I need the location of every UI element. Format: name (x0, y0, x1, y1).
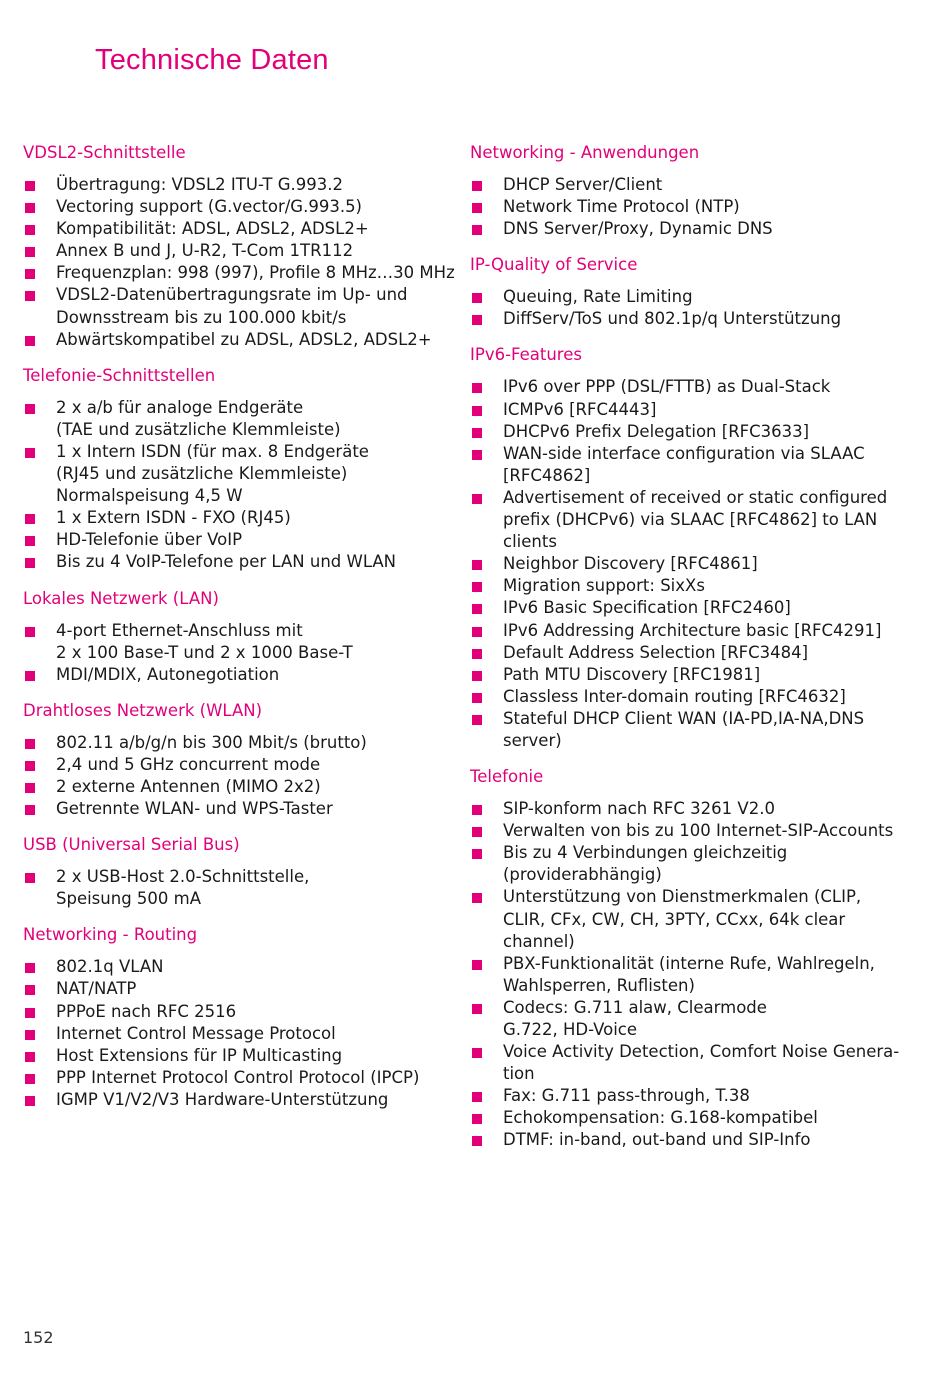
section-heading: Networking - Anwendungen (470, 143, 700, 162)
item-list (23, 956, 463, 1111)
square-bullet-icon (472, 1136, 482, 1146)
list-item: 1 x Intern ISDN (für max. 8 Endgeräte (RJ45 und zusätzliche Klemmleiste) Normalspeisung 4,5 W (23, 441, 463, 507)
list-item: 2 x USB-Host 2.0-Schnittstelle, Speisung 500 mA (23, 866, 463, 910)
list-item: Queuing, Rate Limiting (470, 286, 930, 308)
section-telefonie-schnittstellen (23, 364, 463, 574)
list-item: Vectoring support (G.vector/G.993.5) (23, 196, 463, 218)
item-list (23, 397, 463, 574)
list-item: Advertisement of received or static configured prefix (DHCPv6) via SLAAC [RFC4862] to LAN clients (470, 487, 930, 553)
square-bullet-icon (472, 203, 482, 213)
square-bullet-icon (25, 404, 35, 414)
square-bullet-icon (472, 428, 482, 438)
list-item: DHCP Server/Client (470, 174, 930, 196)
list-item: HD-Telefonie über VoIP (23, 529, 463, 551)
list-item: IPv6 over PPP (DSL/FTTB) as Dual-Stack (470, 376, 930, 398)
list-item: DiffServ/ToS und 802.1p/q Unterstützung (470, 308, 930, 330)
item-list (23, 620, 463, 686)
square-bullet-icon (472, 960, 482, 970)
list-item: Getrennte WLAN- und WPS-Taster (23, 798, 463, 820)
square-bullet-icon (25, 739, 35, 749)
square-bullet-icon (472, 494, 482, 504)
list-item: Voice Activity Detection, Comfort Noise Genera- tion (470, 1041, 930, 1085)
square-bullet-icon (472, 671, 482, 681)
section-heading: IP-Quality of Service (470, 255, 638, 275)
square-bullet-icon (25, 783, 35, 793)
square-bullet-icon (472, 315, 482, 325)
section-heading: VDSL2-Schnittstelle (23, 143, 186, 162)
square-bullet-icon (472, 582, 482, 592)
list-item: NAT/NATP (23, 978, 463, 1000)
section-telefonie (470, 765, 930, 1152)
square-bullet-icon (25, 985, 35, 995)
item-list (470, 376, 930, 752)
square-bullet-icon (472, 1114, 482, 1124)
square-bullet-icon (472, 560, 482, 570)
square-bullet-icon (25, 873, 35, 883)
square-bullet-icon (472, 649, 482, 659)
square-bullet-icon (25, 761, 35, 771)
list-item: 2 externe Antennen (MIMO 2x2) (23, 776, 463, 798)
page-title: Technische Daten (95, 44, 329, 76)
section-heading: Drahtloses Netzwerk (WLAN) (23, 700, 263, 720)
square-bullet-icon (25, 225, 35, 235)
section-heading: Telefonie-Schnittstellen (23, 365, 216, 385)
page-number: 152 (23, 1328, 54, 1347)
item-list (23, 174, 463, 351)
list-item: Stateful DHCP Client WAN (IA-PD,IA-NA,DNS server) (470, 708, 930, 752)
list-item: Default Address Selection [RFC3484] (470, 642, 930, 664)
section-networking-routing (23, 923, 463, 1111)
square-bullet-icon (472, 693, 482, 703)
item-list (470, 286, 930, 330)
list-item: Frequenzplan: 998 (997), Profile 8 MHz…30 MHz (23, 262, 463, 284)
list-item: Network Time Protocol (NTP) (470, 196, 930, 218)
list-item: PPP Internet Protocol Control Protocol (IPCP) (23, 1067, 463, 1089)
section-heading: Lokales Netzwerk (LAN) (23, 588, 219, 608)
list-item: IPv6 Addressing Architecture basic [RFC4291] (470, 620, 930, 642)
section-heading: IPv6-Features (470, 345, 582, 365)
list-item: VDSL2-Datenübertragungsrate im Up- und Downsstream bis zu 100.000 kbit/s (23, 284, 463, 328)
section-heading: Telefonie (470, 767, 544, 787)
list-item: Abwärtskompatibel zu ADSL, ADSL2, ADSL2+ (23, 329, 463, 351)
section-ipv6-features (470, 343, 930, 752)
section-wlan (23, 699, 463, 820)
square-bullet-icon (25, 1074, 35, 1084)
item-list (23, 732, 463, 820)
list-item: MDI/MDIX, Autonegotiation (23, 664, 463, 686)
square-bullet-icon (25, 671, 35, 681)
square-bullet-icon (472, 604, 482, 614)
square-bullet-icon (25, 1030, 35, 1040)
list-item: IPv6 Basic Specification [RFC2460] (470, 597, 930, 619)
list-item: DNS Server/Proxy, Dynamic DNS (470, 218, 930, 240)
square-bullet-icon (25, 269, 35, 279)
list-item: Path MTU Discovery [RFC1981] (470, 664, 930, 686)
square-bullet-icon (25, 1096, 35, 1106)
list-item: Bis zu 4 VoIP-Telefone per LAN und WLAN (23, 551, 463, 573)
list-item: WAN-side interface configuration via SLAAC [RFC4862] (470, 443, 930, 487)
list-item: SIP-konform nach RFC 3261 V2.0 (470, 798, 930, 820)
list-item: 1 x Extern ISDN - FXO (RJ45) (23, 507, 463, 529)
list-item: Codecs: G.711 alaw, Clearmode G.722, HD-Voice (470, 997, 930, 1041)
square-bullet-icon (472, 827, 482, 837)
list-item: 2,4 und 5 GHz concurrent mode (23, 754, 463, 776)
section-ip-qos (470, 253, 930, 330)
list-item: Migration support: SixXs (470, 575, 930, 597)
square-bullet-icon (25, 448, 35, 458)
list-item: Verwalten von bis zu 100 Internet-SIP-Accounts (470, 820, 930, 842)
list-item: 802.1q VLAN (23, 956, 463, 978)
section-usb (23, 833, 463, 910)
left-column (23, 141, 463, 1124)
item-list (470, 174, 930, 240)
square-bullet-icon (25, 1008, 35, 1018)
square-bullet-icon (25, 203, 35, 213)
square-bullet-icon (25, 558, 35, 568)
square-bullet-icon (472, 849, 482, 859)
list-item: IGMP V1/V2/V3 Hardware-Unterstützung (23, 1089, 463, 1111)
list-item: 4-port Ethernet-Anschluss mit 2 x 100 Base-T und 2 x 1000 Base-T (23, 620, 463, 664)
list-item: 2 x a/b für analoge Endgeräte (TAE und zusätzliche Klemmleiste) (23, 397, 463, 441)
square-bullet-icon (472, 225, 482, 235)
square-bullet-icon (472, 627, 482, 637)
section-networking-anwendungen (470, 141, 930, 240)
section-lan (23, 587, 463, 686)
square-bullet-icon (25, 805, 35, 815)
square-bullet-icon (472, 383, 482, 393)
section-vdsl2 (23, 141, 463, 351)
square-bullet-icon (25, 1052, 35, 1062)
list-item: Kompatibilität: ADSL, ADSL2, ADSL2+ (23, 218, 463, 240)
square-bullet-icon (25, 627, 35, 637)
square-bullet-icon (472, 715, 482, 725)
square-bullet-icon (25, 963, 35, 973)
list-item: Internet Control Message Protocol (23, 1023, 463, 1045)
list-item: 802.11 a/b/g/n bis 300 Mbit/s (brutto) (23, 732, 463, 754)
square-bullet-icon (472, 181, 482, 191)
list-item: Neighbor Discovery [RFC4861] (470, 553, 930, 575)
square-bullet-icon (472, 805, 482, 815)
square-bullet-icon (25, 291, 35, 301)
list-item: Echokompensation: G.168-kompatibel (470, 1107, 930, 1129)
square-bullet-icon (472, 1048, 482, 1058)
list-item: Classless Inter-domain routing [RFC4632] (470, 686, 930, 708)
list-item: DTMF: in-band, out-band und SIP-Info (470, 1129, 930, 1151)
square-bullet-icon (25, 536, 35, 546)
list-item: Übertragung: VDSL2 ITU-T G.993.2 (23, 174, 463, 196)
list-item: Host Extensions für IP Multicasting (23, 1045, 463, 1067)
list-item: PPPoE nach RFC 2516 (23, 1001, 463, 1023)
list-item: Annex B und J, U-R2, T-Com 1TR112 (23, 240, 463, 262)
square-bullet-icon (472, 406, 482, 416)
section-heading: Networking - Routing (23, 925, 198, 945)
square-bullet-icon (472, 893, 482, 903)
list-item: Unterstützung von Dienstmerkmalen (CLIP, CLIR, CFx, CW, CH, 3PTY, CCxx, 64k clear channel) (470, 886, 930, 952)
section-heading: USB (Universal Serial Bus) (23, 835, 240, 855)
square-bullet-icon (25, 336, 35, 346)
item-list (23, 866, 463, 910)
list-item: Bis zu 4 Verbindungen gleichzeitig (providerabhängig) (470, 842, 930, 886)
square-bullet-icon (472, 1004, 482, 1014)
square-bullet-icon (472, 293, 482, 303)
square-bullet-icon (25, 181, 35, 191)
list-item: Fax: G.711 pass-through, T.38 (470, 1085, 930, 1107)
square-bullet-icon (25, 247, 35, 257)
square-bullet-icon (472, 1092, 482, 1102)
square-bullet-icon (25, 514, 35, 524)
list-item: PBX-Funktionalität (interne Rufe, Wahlregeln, Wahlsperren, Ruflisten) (470, 953, 930, 997)
item-list (470, 798, 930, 1152)
list-item: ICMPv6 [RFC4443] (470, 399, 930, 421)
list-item: DHCPv6 Prefix Delegation [RFC3633] (470, 421, 930, 443)
square-bullet-icon (472, 450, 482, 460)
right-column (470, 141, 930, 1165)
